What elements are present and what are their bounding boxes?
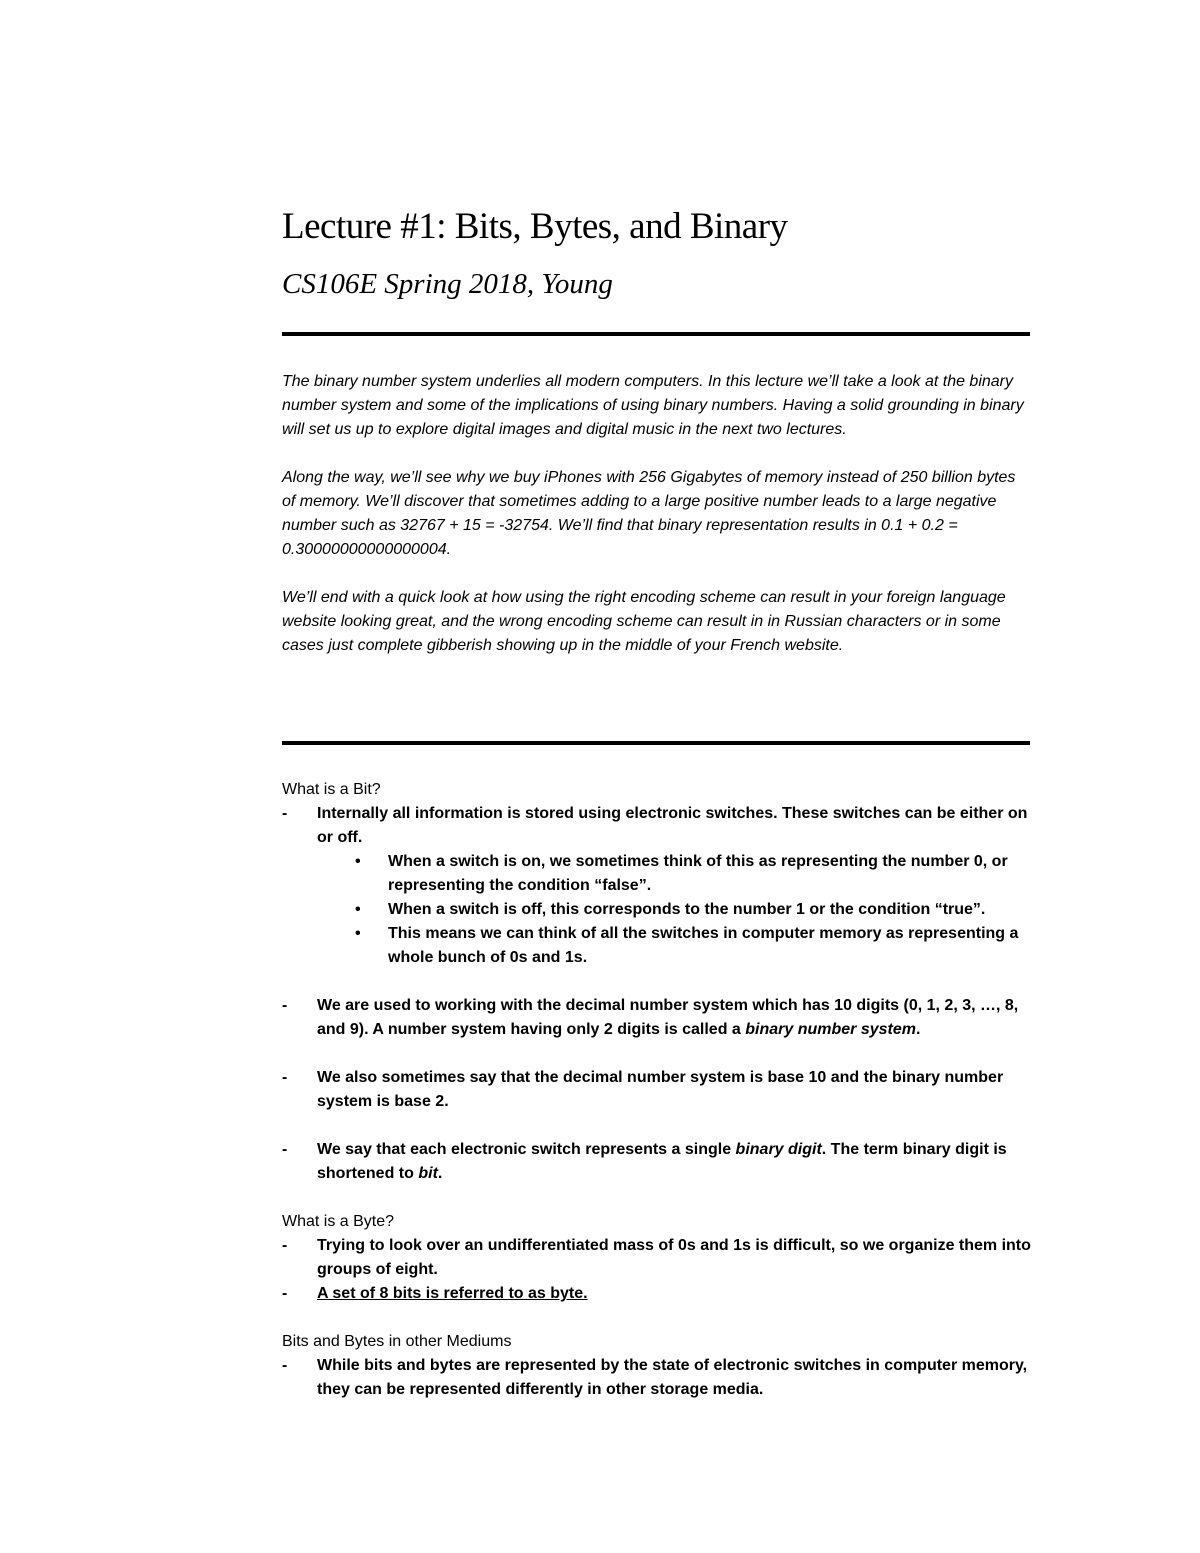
dash-marker: - <box>282 997 288 1014</box>
mediums-list <box>282 1354 1032 1402</box>
page-subtitle: CS106E Spring 2018, Young <box>282 268 613 300</box>
list-item-text: . <box>437 1165 443 1182</box>
spacer <box>282 1186 1032 1210</box>
bottom-divider <box>282 741 1030 745</box>
list-item-text: Internally all information is stored using electronic switches. These switches can be either on or off. <box>317 805 1028 846</box>
dash-marker: - <box>282 1069 288 1086</box>
intro-section <box>282 370 1032 682</box>
sub-list-item <box>355 850 1032 898</box>
dash-marker: - <box>282 1285 288 1302</box>
list-item-text: . <box>916 1021 921 1038</box>
list-item <box>282 802 1032 970</box>
sub-list-item-text: This means we can think of all the switches in computer memory as representing a whole bunch of 0s and 1s. <box>388 925 1019 966</box>
intro-paragraph: The binary number system underlies all modern computers. In this lecture we’ll take a look at the binary number system and some of the implications of using binary numbers. Having a solid grounding in binary will set us up to explore digital images and digital music in the next two lectures. <box>282 373 1024 438</box>
spacer <box>282 970 1032 994</box>
list-item-text: While bits and bytes are represented by the state of electronic switches in computer memory, they can be represented differently in other storage media. <box>317 1357 1028 1398</box>
section-heading-byte: What is a Byte? <box>282 1213 395 1230</box>
list-item-text: . The term binary digit is shortened to <box>317 1141 1007 1182</box>
section-heading-bit: What is a Bit? <box>282 781 381 798</box>
sub-list-item-text: When a switch is on, we sometimes think of this as representing the number 0, or representing the condition “false”. <box>388 853 1008 894</box>
list-item <box>282 1138 1032 1186</box>
bullet-marker: • <box>355 853 361 870</box>
list-item-text: We are used to working with the decimal number system which has 10 digits (0, 1, 2, 3, …, 8, and 9). A number system having only 2 digits is called a <box>317 997 1019 1038</box>
sub-list-item-text: When a switch is off, this corresponds to the number 1 or the condition “true”. <box>388 901 986 918</box>
section-heading-mediums: Bits and Bytes in other Mediums <box>282 1333 512 1350</box>
spacer <box>282 1306 1032 1330</box>
emphasis-text: binary number system <box>745 1021 916 1038</box>
byte-definition: A set of 8 bits is referred to as byte. <box>317 1285 588 1302</box>
emphasis-text: bit <box>418 1165 438 1182</box>
spacer <box>282 1114 1032 1138</box>
bit-list <box>282 802 1032 1186</box>
list-item <box>282 994 1032 1042</box>
bullet-marker: • <box>355 901 361 918</box>
list-item <box>282 1234 1032 1282</box>
list-item-text: We also sometimes say that the decimal number system is base 10 and the binary number system is base 2. <box>317 1069 1004 1110</box>
byte-list <box>282 1234 1032 1306</box>
bullet-marker: • <box>355 925 361 942</box>
sub-list-item <box>355 898 1032 922</box>
dash-marker: - <box>282 1237 288 1254</box>
sub-list-item <box>355 922 1032 970</box>
dash-marker: - <box>282 1141 288 1158</box>
list-item <box>282 1282 1032 1306</box>
emphasis-text: binary digit <box>735 1141 822 1158</box>
dash-marker: - <box>282 805 288 822</box>
list-item-text: Trying to look over an undifferentiated mass of 0s and 1s is difficult, so we organize them into groups of eight. <box>317 1237 1031 1278</box>
spacer <box>282 1042 1032 1066</box>
list-item-text: We say that each electronic switch represents a single <box>317 1141 736 1158</box>
bit-sublist <box>317 850 1032 970</box>
page-title: Lecture #1: Bits, Bytes, and Binary <box>282 206 788 247</box>
top-divider <box>282 332 1030 336</box>
intro-paragraph: We’ll end with a quick look at how using the right encoding scheme can result in your foreign language website looking great, and the wrong encoding scheme can result in in Russian characters or in some cases just complete gibberish showing up in the middle of your French website. <box>282 589 1006 654</box>
lecture-body <box>282 778 1032 1402</box>
list-item <box>282 1354 1032 1402</box>
list-item <box>282 1066 1032 1114</box>
intro-paragraph: Along the way, we’ll see why we buy iPhones with 256 Gigabytes of memory instead of 250 billion bytes of memory. We’ll discover that sometimes adding to a large positive number leads to a large negative number such as 32767 + 15 = -32754. We’ll find that binary representation results in 0.1 + 0.2 = 0.30000000000000004. <box>282 469 1016 558</box>
dash-marker: - <box>282 1357 288 1374</box>
